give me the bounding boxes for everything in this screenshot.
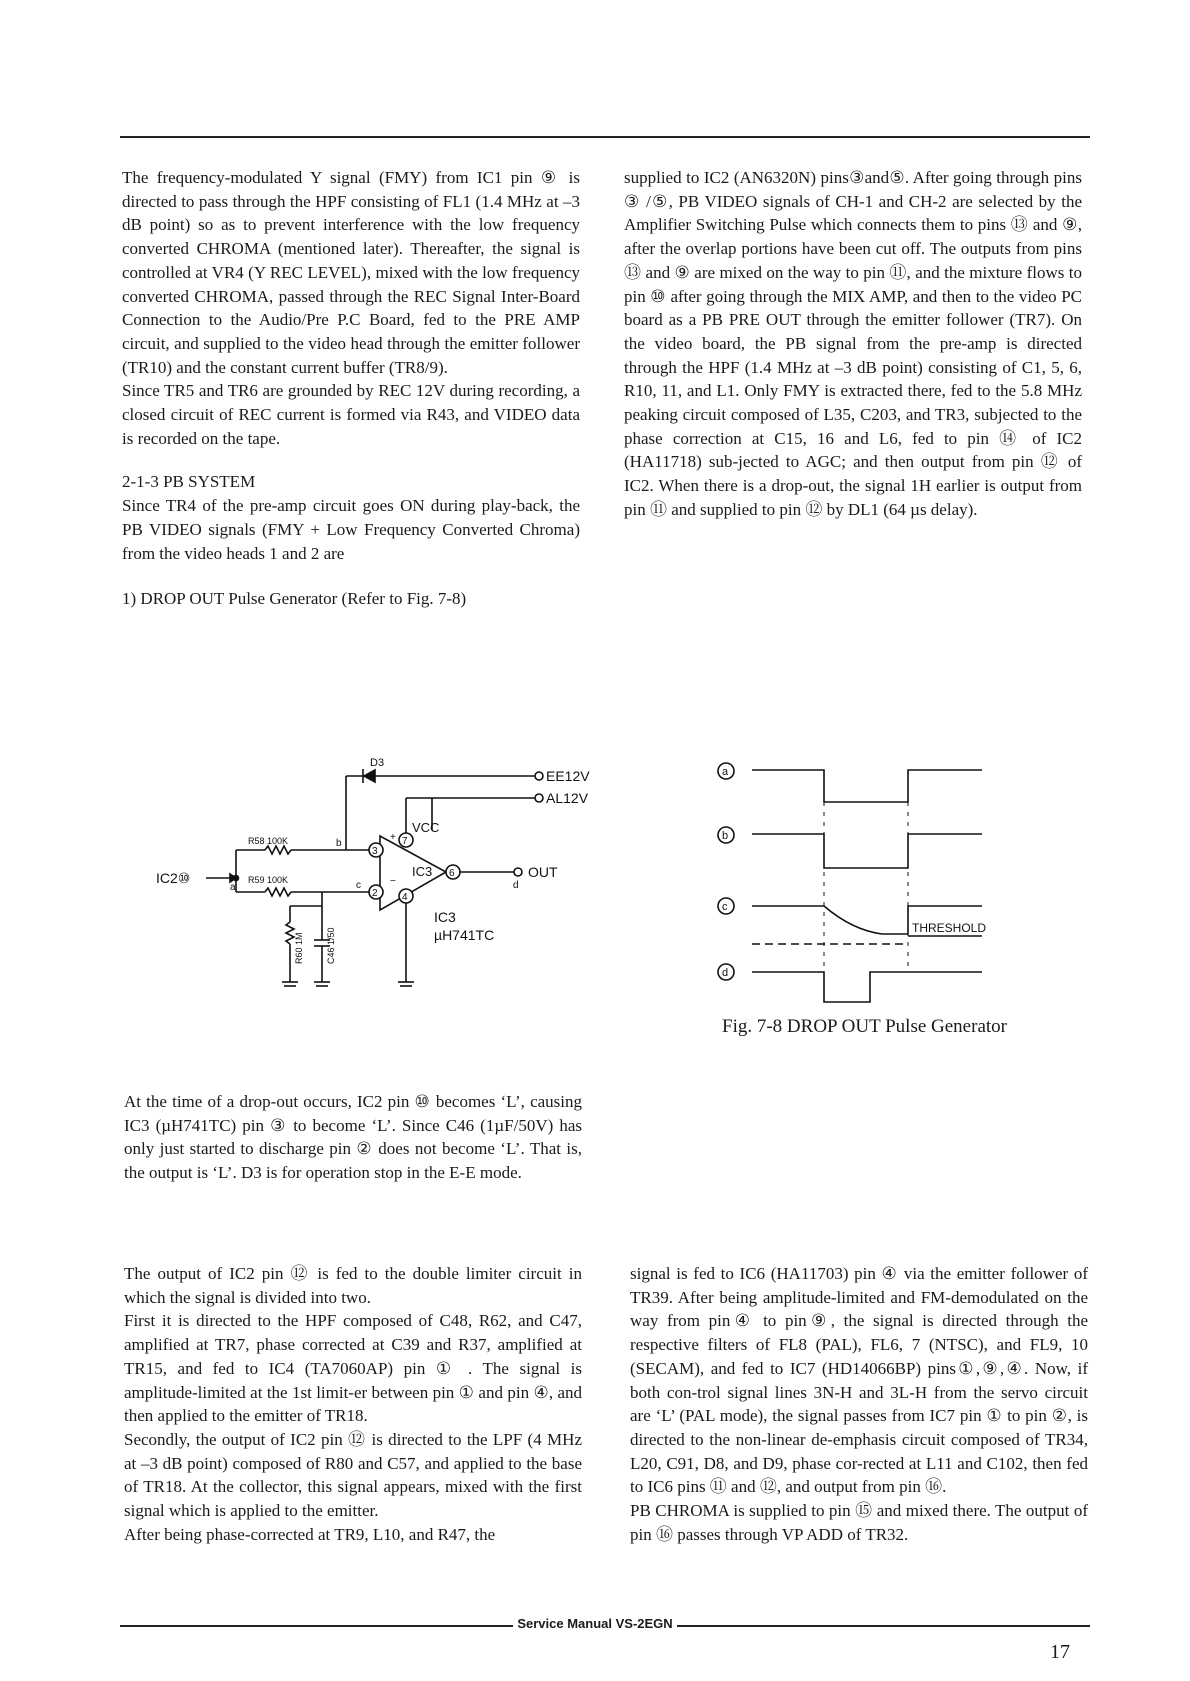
label-ic3-name: IC3 [434, 909, 456, 925]
label-pin3: 3 [372, 846, 378, 857]
label-r58: R58 100K [248, 836, 289, 846]
wave-label-c: c [722, 901, 728, 913]
label-out: OUT [528, 864, 558, 880]
svg-text:+: + [390, 832, 396, 843]
paragraph-dropout: At the time of a drop-out occurs, IC2 pin ⑩ becomes ‘L’, causing IC3 (µH741TC) pin ③ to become ‘L’. Since C46 (1µF/50V) has only just started to discharge pin ② does not become ‘L’. That is, the output is ‘L’. D3 is for operation stop in the E-E mode. [124, 1092, 582, 1183]
label-pin7: 7 [402, 836, 408, 847]
page-number: 17 [1050, 1641, 1070, 1663]
label-d3: D3 [370, 757, 385, 769]
wave-label-a: a [722, 766, 729, 778]
label-pin6: 6 [449, 868, 455, 879]
label-node-b: b [336, 838, 342, 849]
dropout-waveform-diagram [712, 750, 1052, 1010]
paragraph-phase-corrected: After being phase-corrected at TR9, L10, and R47, the [124, 1524, 496, 1544]
label-ic3-inside: IC3 [412, 864, 433, 879]
footer-title [0, 1616, 1190, 1631]
label-r60: R60 1M [294, 932, 304, 964]
label-c46: C46 1/50 [326, 927, 336, 964]
paragraph-ic2-output: The output of IC2 pin ⑫ is fed to the double limiter circuit in which the signal is divided into two. [124, 1264, 582, 1307]
waveform-b [752, 834, 982, 868]
svg-text:−: − [390, 876, 396, 887]
figure-caption: Fig. 7-8 DROP OUT Pulse Generator [722, 1016, 1007, 1037]
right-column-bottom [630, 1262, 1088, 1546]
left-column-top [122, 166, 580, 611]
label-node-c: c [356, 880, 361, 891]
header-rule [120, 136, 1090, 138]
dropout-heading: 1) DROP OUT Pulse Generator (Refer to Fig. 7-8) [122, 589, 467, 609]
dropout-circuit-diagram [150, 750, 620, 1010]
label-node-d: d [513, 880, 519, 891]
resistor-r58 [265, 846, 291, 854]
threshold-label: THRESHOLD [912, 921, 987, 935]
label-vcc: VCC [412, 820, 440, 835]
wave-label-b: b [722, 830, 729, 842]
right-column-top [624, 166, 1082, 522]
pb-system-heading: 2-1-3 PB SYSTEM [122, 472, 256, 492]
resistor-r59 [265, 888, 291, 896]
label-ic2-pin10: IC2⑩ [156, 870, 191, 886]
label-ee12v: EE12V [546, 768, 590, 784]
paragraph-pb-chroma: PB CHROMA is supplied to pin ⑮ and mixed there. The output of pin ⑯ passes through VP ADD of TR32. [630, 1501, 1088, 1544]
label-ic3-part: µH741TC [434, 927, 495, 943]
waveform-d [752, 972, 982, 1002]
waveform-a [752, 770, 982, 802]
label-node-a: a [230, 882, 236, 893]
paragraph-pb-system: Since TR4 of the pre-amp circuit goes ON during play-back, the PB VIDEO signals (FMY + Low Frequency Converted Chroma) from the video heads 1 and 2 are [122, 496, 580, 563]
resistor-r60 [286, 922, 294, 944]
label-al12v: AL12V [546, 790, 589, 806]
label-pin2: 2 [372, 888, 378, 899]
diode-d3 [364, 770, 375, 782]
left-column-bottom [124, 1262, 582, 1546]
paragraph-second-path: Secondly, the output of IC2 pin ⑫ is directed to the LPF (4 MHz at –3 dB point) composed of R80 and C57, and applied to the base of TR18. At the collector, this signal appears, mixed with the first signal which is applied to the emitter. [124, 1429, 582, 1521]
paragraph-fmy-signal: The frequency-modulated Y signal (FMY) from IC1 pin ⑨ is directed to pass through the HPF consisting of FL1 (1.4 MHz at –3 dB point) so as to prevent interference with the low frequency converted CHROMA (mentioned later). Thereafter, the signal is controlled at VR4 (Y REC LEVEL), mixed with the low frequency converted CHROMA, passed through the REC Signal Inter-Board Connection to the Audio/Pre P.C Board, fed to the PRE AMP circuit, and supplied to the video head through the emitter follower (TR10) and the constant current buffer (TR8/9). [122, 168, 580, 377]
paragraph-first-path: First it is directed to the HPF composed of C48, R62, and C47, amplified at TR7, phase corrected at C39 and R37, amplified at TR15, and fed to IC4 (TA7060AP) pin ① . The signal is amplitude-limited at the 1st limit-er between pin ① and pin ④, and then applied to the emitter of TR18. [124, 1311, 582, 1426]
paragraph-rec-current: Since TR5 and TR6 are grounded by REC 12V during recording, a closed circuit of REC current is formed via R43, and VIDEO data is recorded on the tape. [122, 381, 580, 448]
label-pin4: 4 [402, 892, 408, 903]
footer-title-text: Service Manual VS-2EGN [513, 1616, 676, 1631]
dropout-description [124, 1090, 582, 1185]
paragraph-ic6-signal: signal is fed to IC6 (HA11703) pin ④ via the emitter follower of TR39. After being amplitude-limited and FM-demodulated on the way from pin④ to pin⑨, the signal is directed through the respective filters of FL8 (PAL), FL6, 7 (NTSC), and FL9, 10 (SECAM), and fed to IC7 (HD14066BP) pins①,⑨,④. Now, if both con-trol signal lines 3N-H and 3L-H from the servo circuit are ‘L’ (PAL mode), the signal passes from IC7 pin ① to pin ②, is directed to the non-linear de-emphasis circuit composed of TR34, L20, C91, D8, and D9, phase cor-rected at L11 and C102, then fed to IC6 pins ⑪ and ⑫, and output from pin ⑯. [630, 1264, 1088, 1497]
label-r59: R59 100K [248, 875, 289, 885]
paragraph-pb-video: supplied to IC2 (AN6320N) pins③and⑤. After going through pins ③ /⑤, PB VIDEO signals of CH-1 and CH-2 are selected by the Amplifier Switching Pulse which connects them to pins ⑬ and ⑨, after the overlap portions have been cut off. The outputs from pins ⑬ and ⑨ are mixed on the way to pin ⑪, and the mixture flows to pin ⑩ after going through the MIX AMP, and then to the video PC board as a PB PRE OUT through the emitter follower (TR7). On the video board, the PB signal from the pre-amp is directed through the HPF (1.4 MHz at –3 dB point) consisting of C1, 5, 6, R10, 11, and L1. Only FMY is extracted there, fed to the 5.8 MHz peaking circuit composed of L35, C203, and TR3, subjected to the phase correction at C15, 16 and L6, fed to pin ⑭ of IC2 (HA11718) sub-jected to AGC; and then output from pin ⑫ of IC2. When there is a drop-out, the signal 1H earlier is output from pin ⑪ and supplied to pin ⑫ by DL1 (64 µs delay). [624, 168, 1082, 519]
wave-label-d: d [722, 967, 729, 979]
